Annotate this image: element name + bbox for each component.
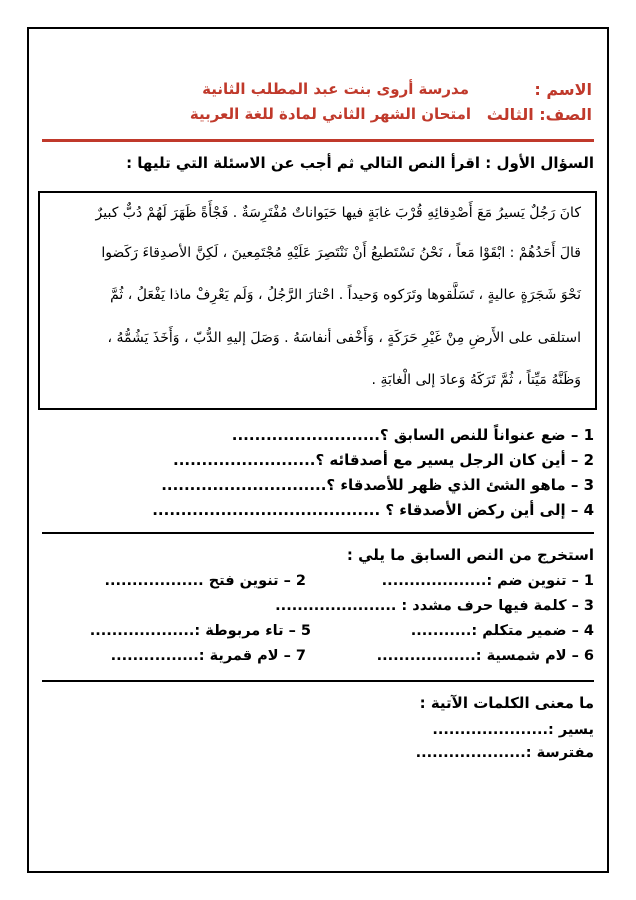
passage-line: استلقى على الأَرضِ مِنْ غَيْرِ حَرَكَةٍ ، وَأَخْفى أنفاسَهُ . وَصَلَ إليهِ الدُّبّ ، وَأَخَذَ يَشُمُّهُ ،	[107, 330, 581, 346]
extract-item-1: 1 – تنوين ضم :...................	[381, 573, 594, 589]
question-4: 4 – إلى أين ركض الأصدقاء ؟ ........................................	[152, 501, 594, 519]
question-1: 1 – ضع عنواناً للنص السابق ؟..........................	[231, 426, 594, 444]
passage-line: وَظَنَّهُ مَيِّتاً ، ثُمَّ تَرَكَهُ وَعادَ إلى الْغابَةِ .	[371, 372, 581, 388]
passage-line: كانَ رَجُلٌ يَسيرُ مَعَ أَصْدِقائِهِ قُرْبَ غابَةٍ فيها حَيَواناتٌ مُفْتَرِسَةٌ . فَجْأَةً ظَهَرَ لَهُمْ دُبٌّ كبيرٌ	[95, 205, 581, 221]
reading-passage-box	[38, 191, 597, 410]
question-2: 2 – أين كان الرجل يسير مع أصدقائه ؟.........................	[173, 451, 594, 469]
meaning-item-2: مفترسة :....................	[415, 745, 594, 761]
section-divider	[42, 680, 594, 682]
extract-item-3: 3 – كلمة فيها حرف مشدد : ......................	[275, 598, 594, 614]
passage-line: نَحْوَ شَجَرَةٍ عاليةٍ ، تَسَلَّقوها وتَرَكوه وَحيداً . احْتارَ الرَّجُلُ ، وَلَم يَعْرِفْ ماذا يَفْعَلُ ، ثُمَّ	[110, 287, 581, 303]
school-name: مدرسة أروى بنت عبد المطلب الثانية	[202, 80, 469, 98]
passage-line: قالَ أَحَدُهُمْ : ابْقَوْا مَعاً ، نَحْنُ نَسْتَطيعُ أَنْ نَنْتَصِرَ عَلَيْهِ مُجْتَمِعينَ ، لَكِنَّ الأصدِقاءَ رَكَضوا	[101, 245, 581, 261]
name-label: الاسم :	[534, 80, 592, 99]
extract-item-5: 5 – تاء مربوطة :...................	[89, 623, 311, 639]
q3-title: ما معنى الكلمات الآتية :	[419, 694, 594, 712]
class-label: الصف: الثالث	[486, 105, 592, 124]
extract-item-6: 6 – لام شمسية :..................	[376, 648, 594, 664]
meaning-item-1: يسير :.....................	[432, 722, 594, 738]
extract-item-2: 2 – تنوين فتح ..................	[104, 573, 306, 589]
question-3: 3 – ماهو الشئ الذي ظهر للأصدقاء ؟.............................	[161, 476, 594, 494]
header-divider	[42, 139, 594, 142]
section-divider	[42, 532, 594, 534]
extract-item-7: 7 – لام قمرية :................	[110, 648, 306, 664]
q1-title: السؤال الأول : اقرأ النص التالي ثم أجب عن الاسئلة التي تليها :	[126, 154, 594, 172]
exam-title: امتحان الشهر الثاني لمادة للغة العربية	[189, 105, 471, 123]
extract-item-4: 4 – ضمير متكلم :...........	[410, 623, 594, 639]
q2-title: استخرج من النص السابق ما يلي :	[346, 546, 594, 564]
